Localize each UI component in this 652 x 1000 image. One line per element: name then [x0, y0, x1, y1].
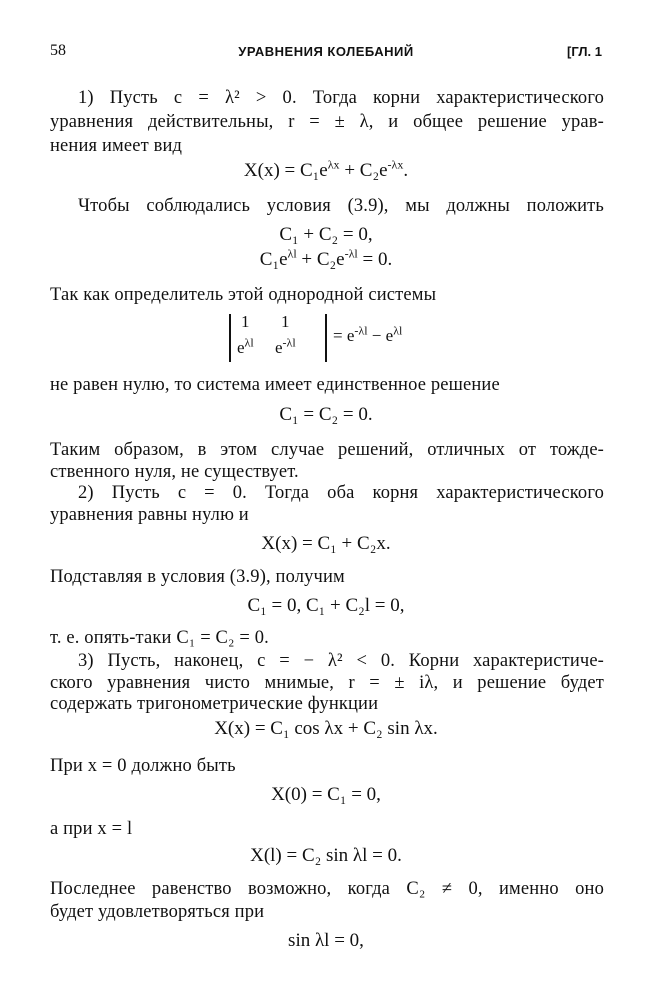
text-line: содержать тригонометрические функции — [50, 694, 379, 714]
text-line: Так как определитель этой однородной системы — [50, 285, 437, 305]
text-line: т. е. опять-таки C₁ = C₂ = 0. — [50, 628, 269, 648]
det-a22: $e^{-\lambda l}$ — [275, 335, 296, 357]
text-line: уравнения действительны, r = ± λ, и общее решение урав- — [50, 112, 604, 132]
det-rhs: = $e^{-\lambda l} - e^{\lambda l}$ — [333, 323, 403, 345]
text-line: Подставляя в условия (3.9), получим — [50, 567, 345, 587]
equation: X(x) = C₁ cos λx + C₂ sin λx. — [214, 718, 438, 739]
equation: C₁ = 0, C₁ + C₂l = 0, — [247, 595, 405, 616]
section-marker: [ГЛ. 1 — [567, 44, 602, 59]
equation: X(x) = C₁ + C₂x. — [261, 533, 391, 554]
text-line: 1) Пусть c = λ² > 0. Тогда корни характеристического — [78, 88, 604, 108]
equation: $C_1e^{\lambda l} + C_2e^{-\lambda l} = 0$. — [259, 246, 393, 270]
text-line: 2) Пусть c = 0. Тогда оба корня характеристического — [78, 483, 604, 503]
equation: C₁ = C₂ = 0. — [279, 404, 373, 425]
text-line: При x = 0 должно быть — [50, 756, 236, 776]
running-title: УРАВНЕНИЯ КОЛЕБАНИЙ — [238, 44, 414, 59]
text-line: не равен нулю, то система имеет единственное решение — [50, 375, 500, 395]
det-a12: 1 — [281, 312, 290, 331]
det-a21: $e^{\lambda l}$ — [237, 335, 254, 357]
text-line: ственного нуля, не существует. — [50, 462, 299, 482]
equation: C₁ + C₂ = 0, — [279, 224, 373, 245]
det-a11: 1 — [241, 312, 250, 331]
determinant — [225, 310, 445, 370]
text-line: Чтобы соблюдались условия (3.9), мы должны положить — [78, 196, 604, 216]
equation: $X(x) = C_1e^{\lambda x} + C_2e^{-\lambda x}$. — [243, 157, 409, 181]
text-line: ского уравнения чисто мнимые, r = ± iλ, и решение будет — [50, 673, 604, 693]
text-line: а при x = l — [50, 819, 133, 839]
equation: X(l) = C₂ sin λl = 0. — [250, 845, 402, 866]
text-line: уравнения равны нулю и — [50, 505, 249, 525]
equation: X(0) = C₁ = 0, — [271, 784, 381, 805]
text-line: 3) Пусть, наконец, c = − λ² < 0. Корни характеристиче- — [78, 651, 604, 671]
page-number: 58 — [50, 42, 66, 59]
text-line: Таким образом, в этом случае решений, отличных от тожде- — [50, 440, 604, 460]
equation: sin λl = 0, — [288, 930, 364, 951]
text-line: Последнее равенство возможно, когда C₂ ≠ 0, именно оно — [50, 879, 604, 899]
text-line: нения имеет вид — [50, 136, 183, 156]
text-line: будет удовлетворяться при — [50, 902, 265, 922]
